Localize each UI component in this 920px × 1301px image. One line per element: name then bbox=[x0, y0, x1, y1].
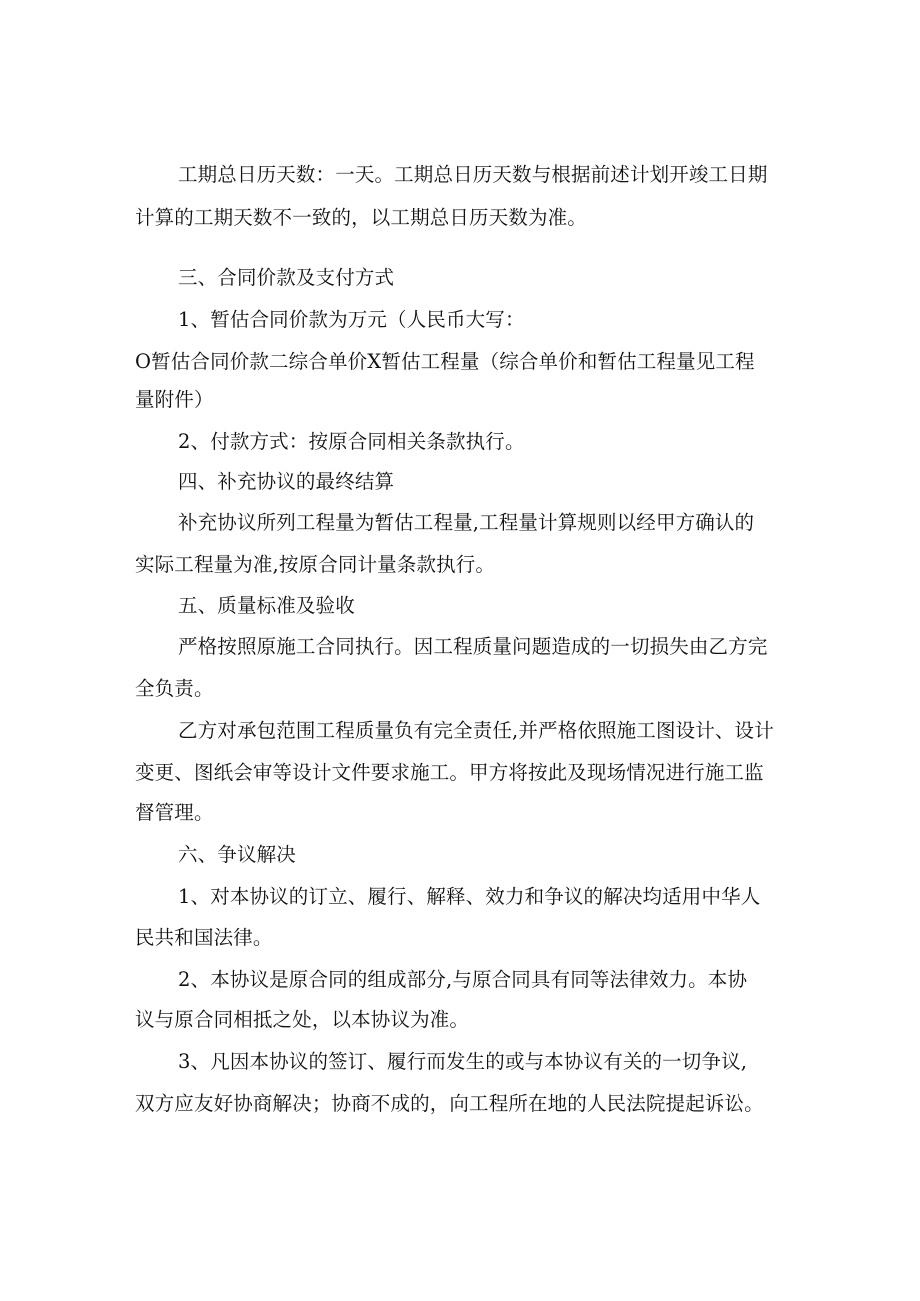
clause-disputes-line-2: 双方应友好协商解决；协商不成的，向工程所在地的人民法院提起诉讼。 bbox=[135, 1092, 764, 1115]
section-heading-contract-price: 三、合同价款及支付方式 bbox=[178, 266, 395, 289]
clause-governing-law-line-1: 1、对本协议的订立、履行、解释、效力和争议的解决均适用中华人 bbox=[178, 885, 761, 908]
paragraph-construction-period-line-1: 工期总日历天数：一天。工期总日历天数与根据前述计划开竣工日期 bbox=[178, 163, 768, 186]
paragraph-quality-line-1: 严格按照原施工合同执行。因工程质量问题造成的一切损失由乙方完 bbox=[178, 635, 768, 658]
paragraph-final-settlement-line-1: 补充协议所列工程量为暂估工程量,工程量计算规则以经甲方确认的 bbox=[178, 511, 755, 534]
clause-estimated-price-formula-line-2: 量附件） bbox=[135, 388, 214, 411]
clause-payment-method: 2、付款方式：按原合同相关条款执行。 bbox=[178, 430, 525, 453]
clause-governing-law-line-2: 民共和国法律。 bbox=[135, 926, 273, 949]
clause-legal-effect-line-1: 2、本协议是原合同的组成部分,与原合同具有同等法律效力。本协 bbox=[178, 968, 748, 991]
section-heading-dispute-resolution: 六、争议解决 bbox=[178, 843, 296, 866]
section-heading-final-settlement: 四、补充协议的最终结算 bbox=[178, 470, 395, 493]
paragraph-quality-line-2: 全负责。 bbox=[135, 677, 214, 700]
clause-estimated-price: 1、暂估合同价款为万元（人民币大写： bbox=[178, 308, 525, 331]
paragraph-responsibility-line-3: 督管理。 bbox=[135, 801, 214, 824]
paragraph-final-settlement-line-2: 实际工程量为准,按原合同计量条款执行。 bbox=[135, 553, 496, 576]
paragraph-responsibility-line-2: 变更、图纸会审等设计文件要求施工。甲方将按此及现场情况进行施工监 bbox=[135, 761, 764, 784]
clause-estimated-price-formula-line-1: O暂估合同价款二综合单价X暂估工程量（综合单价和暂估工程量见工程 bbox=[135, 350, 755, 373]
paragraph-construction-period-line-2: 计算的工期天数不一致的，以工期总日历天数为准。 bbox=[135, 206, 587, 229]
clause-legal-effect-line-2: 议与原合同相抵之处，以本协议为准。 bbox=[135, 1008, 470, 1031]
clause-disputes-line-1: 3、凡因本协议的签订、履行而发生的或与本协议有关的一切争议, bbox=[178, 1050, 748, 1073]
paragraph-responsibility-line-1: 乙方对承包范围工程质量负有完全责任,并严格依照施工图设计、设计 bbox=[178, 719, 774, 742]
section-heading-quality: 五、质量标准及验收 bbox=[178, 594, 355, 617]
